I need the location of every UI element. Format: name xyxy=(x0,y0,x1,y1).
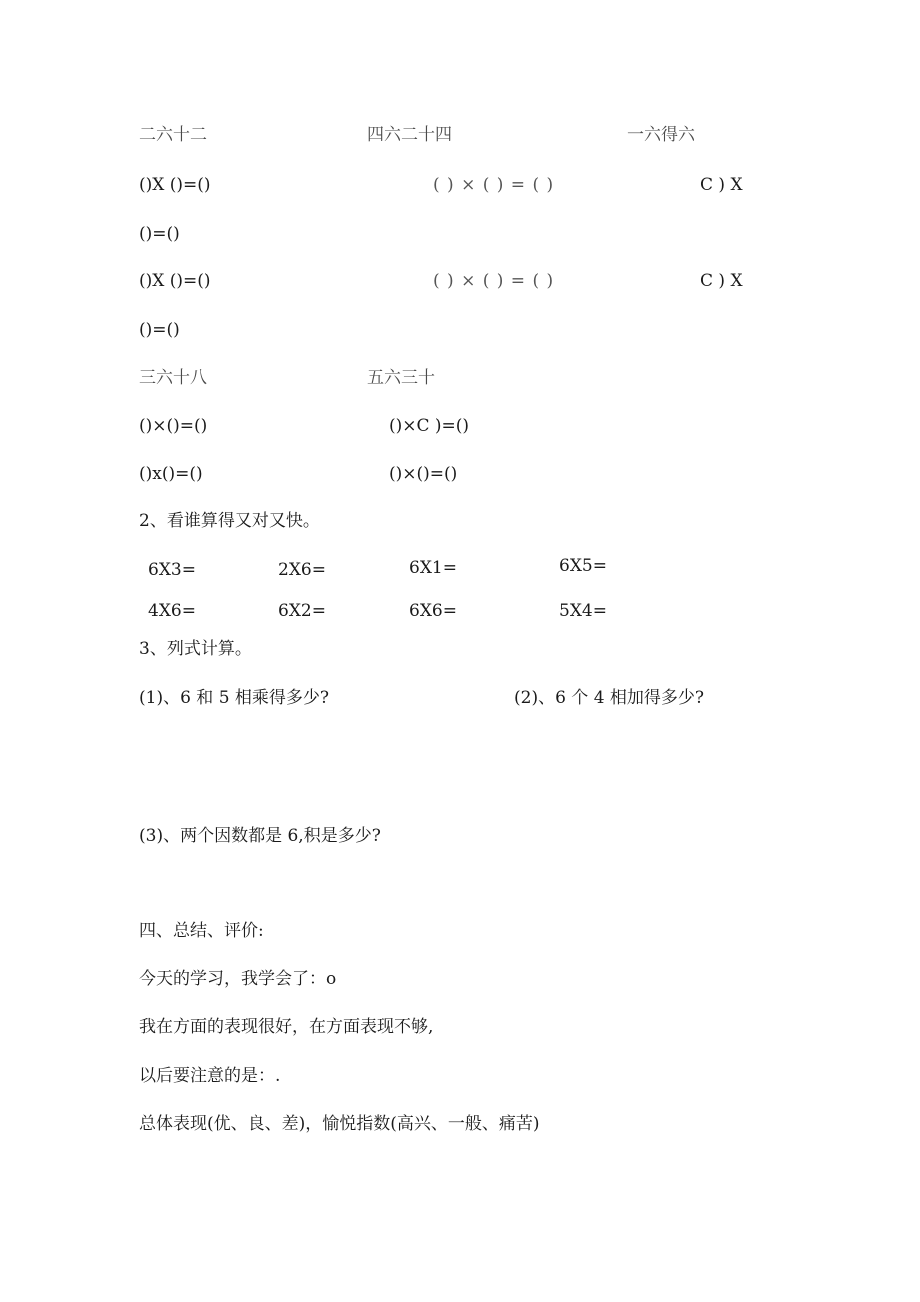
section-2-title: 2、看谁算得又对又快。 xyxy=(139,511,320,531)
heading-san-liu: 三六十八 xyxy=(139,368,207,388)
equation-blank: ()×()=() xyxy=(139,416,208,436)
equation-blank-continued: ()=() xyxy=(139,320,180,340)
equation-blank-continued: ()=() xyxy=(139,224,180,244)
equation-blank: C ) X xyxy=(700,175,743,195)
quick-calc-item: 4X6= xyxy=(148,601,196,621)
heading-yi-liu: 一六得六 xyxy=(627,125,695,145)
summary-line: 总体表现(优、良、差)，愉悦指数(高兴、一般、痛苦) xyxy=(139,1114,540,1134)
equation-blank: ()X ()=() xyxy=(139,175,211,195)
equation-blank: C ) X xyxy=(700,271,743,291)
heading-wu-liu: 五六三十 xyxy=(367,368,435,388)
section-3-title: 3、列式计算。 xyxy=(139,639,252,659)
word-problem-1: (1)、6 和 5 相乘得多少? xyxy=(139,688,330,708)
quick-calc-item: 2X6= xyxy=(278,560,326,580)
quick-calc-item: 6X6= xyxy=(409,601,457,621)
summary-line: 今天的学习，我学会了：o xyxy=(139,969,337,989)
word-problem-3: (3)、两个因数都是 6,积是多少? xyxy=(139,826,381,846)
quick-calc-item: 5X4= xyxy=(559,601,607,621)
summary-line: 我在方面的表现很好，在方面表现不够, xyxy=(139,1017,434,1037)
equation-blank: ()x()=() xyxy=(139,464,203,484)
quick-calc-item: 6X3= xyxy=(148,560,196,580)
equation-blank: ( ) × ( ) = ( ) xyxy=(433,175,555,195)
quick-calc-item: 6X2= xyxy=(278,601,326,621)
heading-er-liu: 二六十二 xyxy=(139,125,207,145)
quick-calc-item: 6X5= xyxy=(559,556,607,576)
equation-blank: ()×()=() xyxy=(389,464,458,484)
word-problem-2: (2)、6 个 4 相加得多少? xyxy=(514,688,705,708)
summary-line: 以后要注意的是：. xyxy=(139,1066,281,1086)
equation-blank: ( ) × ( ) = ( ) xyxy=(433,271,555,291)
heading-si-liu: 四六二十四 xyxy=(367,125,452,145)
equation-blank: ()×C )=() xyxy=(389,416,470,436)
section-4-title: 四、总结、评价: xyxy=(139,921,264,941)
quick-calc-item: 6X1= xyxy=(409,558,457,578)
equation-blank: ()X ()=() xyxy=(139,271,211,291)
